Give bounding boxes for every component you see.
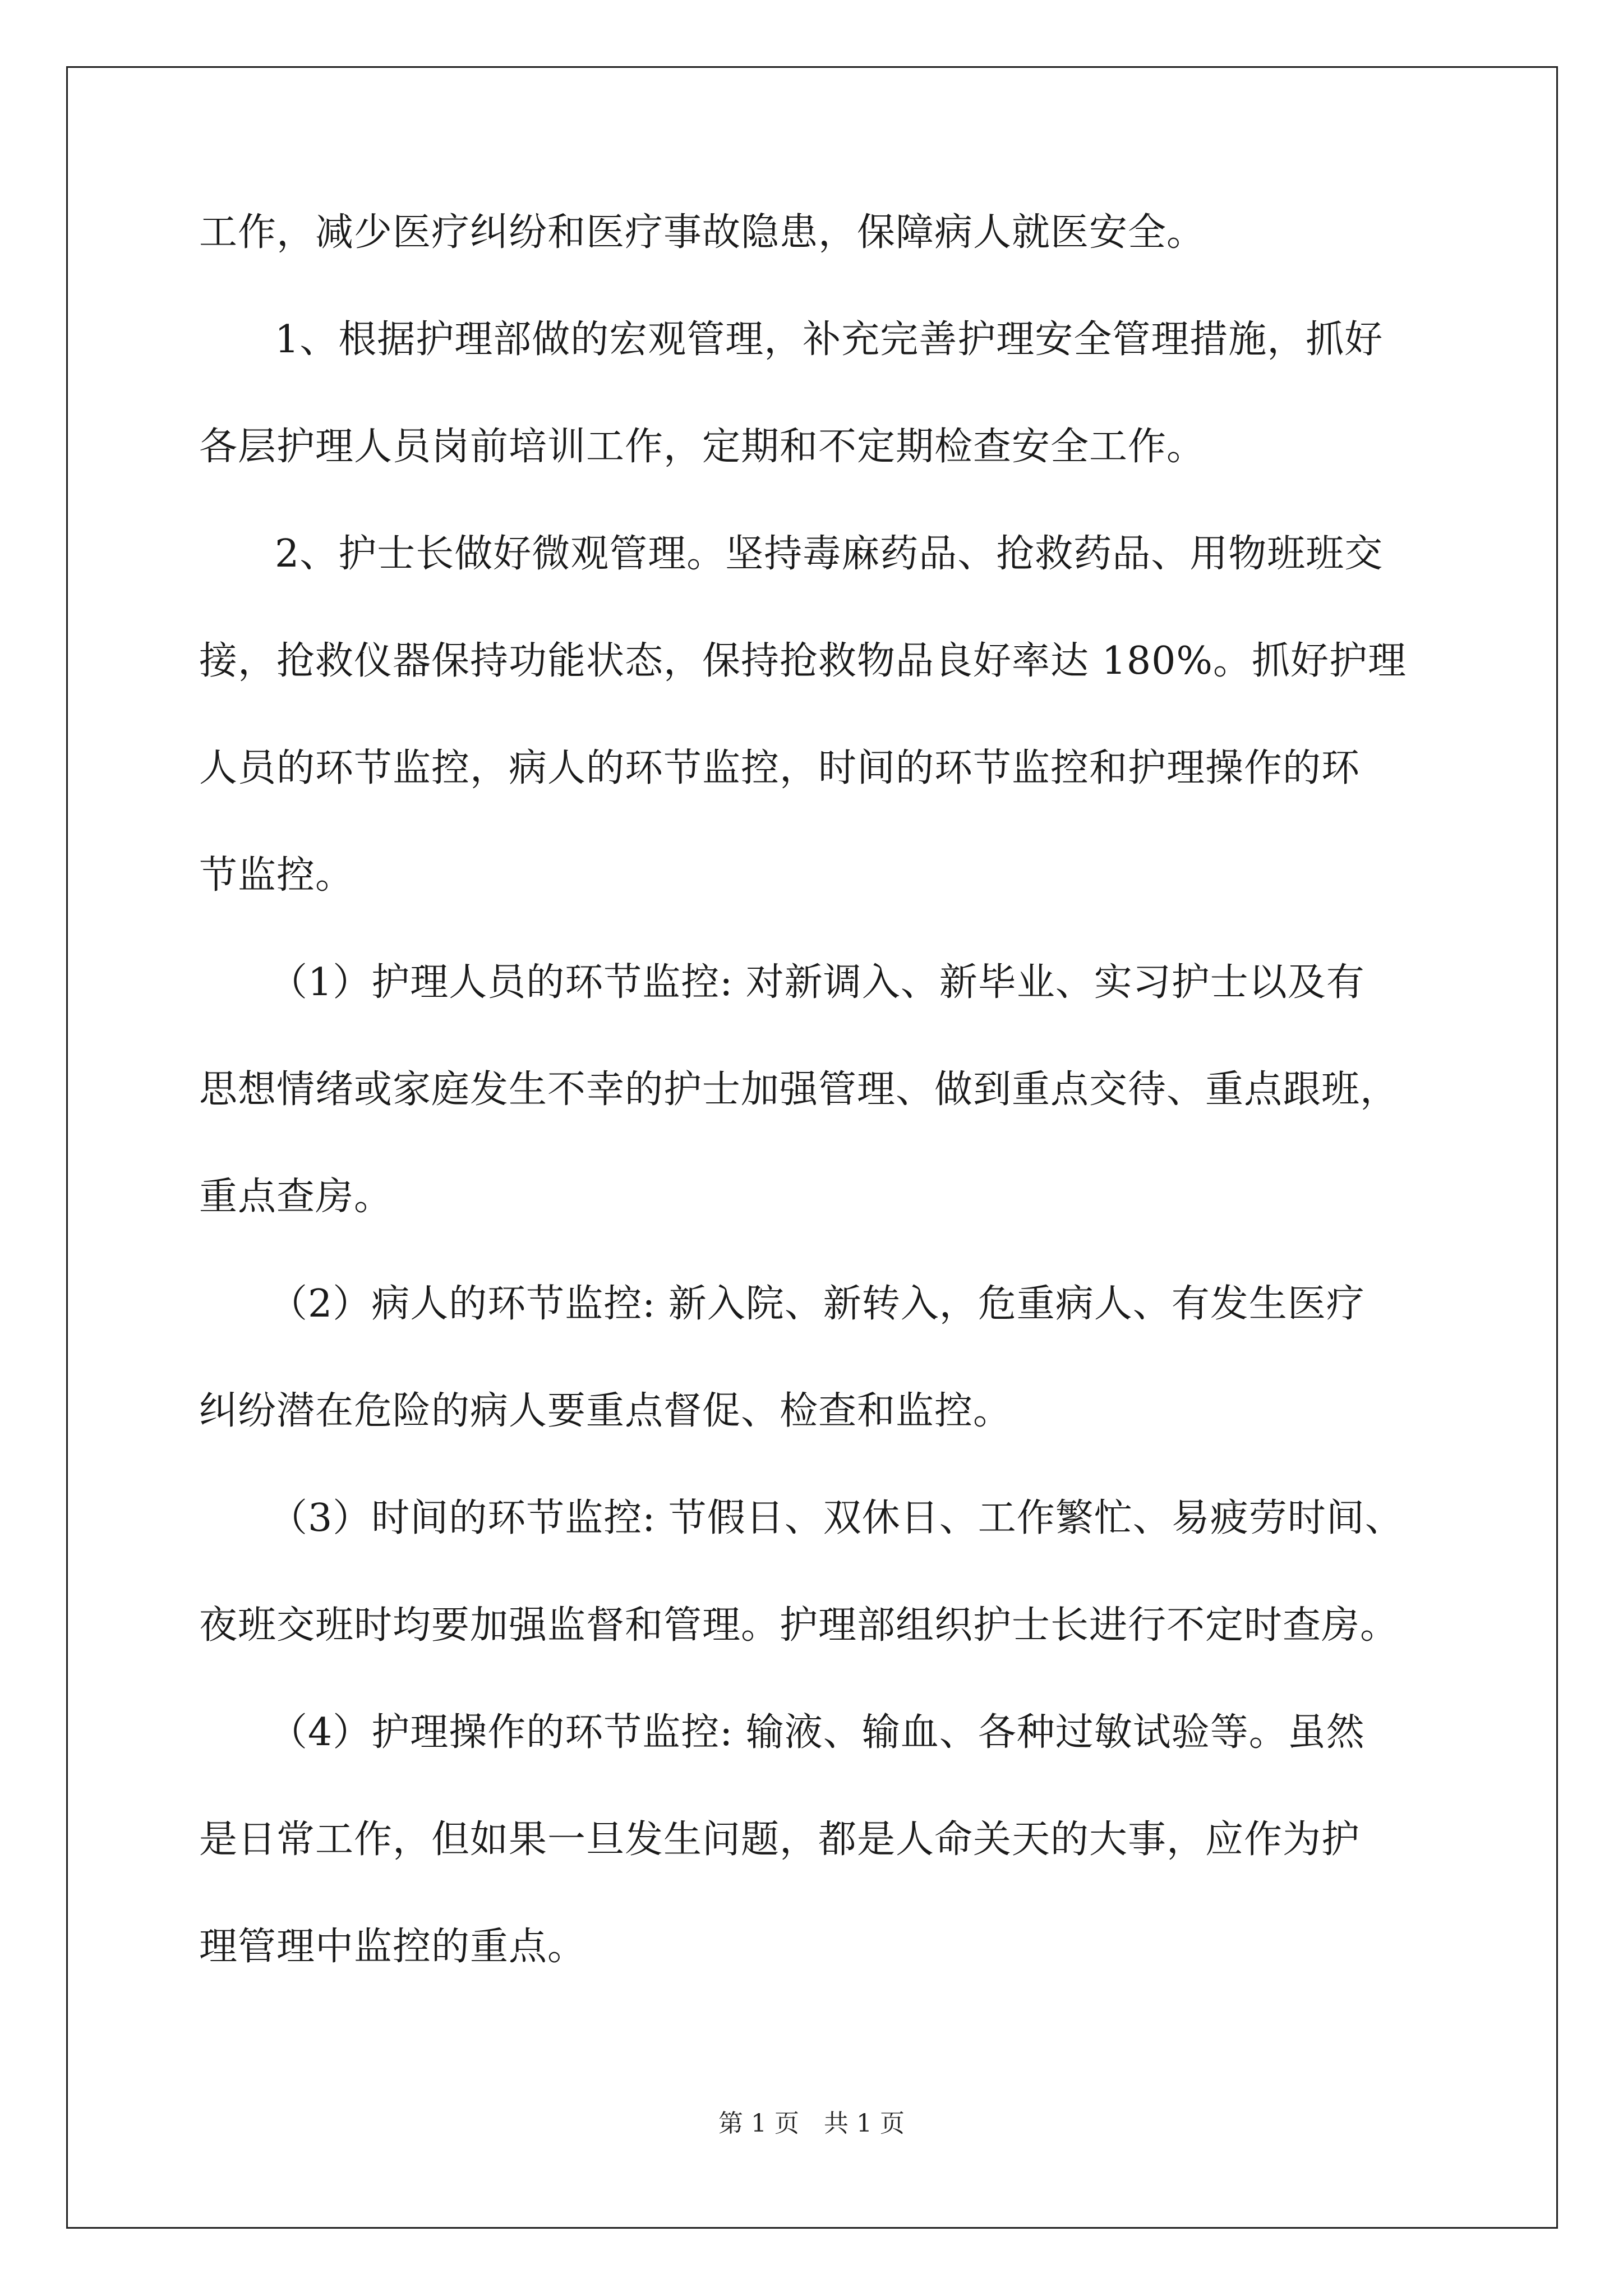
text-line: 思想情绪或家庭发生不幸的护士加强管理、做到重点交待、重点跟班，: [199, 1068, 1399, 1112]
text-line: 人员的环节监控，病人的环节监控，时间的环节监控和护理操作的环: [199, 746, 1361, 790]
text-line: 工作，减少医疗纠纷和医疗事故隐患，保障病人就医安全。: [199, 210, 1206, 255]
text-line: （3）时间的环节监控: 节假日、双休日、工作繁忙、易疲劳时间、: [269, 1496, 1404, 1540]
page-border: [66, 66, 1558, 2229]
text-line: （4）护理操作的环节监控: 输液、输血、各种过敏试验等。虽然: [269, 1710, 1365, 1755]
text-line: 夜班交班时均要加强监督和管理。护理部组织护士长进行不定时查房。: [199, 1603, 1399, 1648]
text-line: （1）护理人员的环节监控: 对新调入、新毕业、实习护士以及有: [269, 960, 1365, 1005]
text-line: 各层护理人员岗前培训工作，定期和不定期检查安全工作。: [199, 425, 1206, 469]
text-line: 接，抢救仪器保持功能状态，保持抢救物品良好率达 180%。抓好护理: [199, 639, 1407, 683]
text-line: 纠纷潜在危险的病人要重点督促、检查和监控。: [199, 1389, 1012, 1433]
text-line: 重点查房。: [199, 1175, 393, 1219]
text-line: 节监控。: [199, 853, 354, 898]
text-line: 是日常工作，但如果一旦发生问题，都是人命关天的大事，应作为护: [199, 1818, 1361, 1862]
text-line: 2、护士长做好微观管理。坚持毒麻药品、抢救药品、用物班班交: [275, 532, 1384, 576]
text-line: 理管理中监控的重点。: [199, 1925, 587, 1969]
text-line: （2）病人的环节监控: 新入院、新转入，危重病人、有发生医疗: [269, 1282, 1365, 1326]
text-line: 1、根据护理部做的宏观管理，补充完善护理安全管理措施，抓好: [275, 318, 1384, 362]
page-footer: 第 1 页 共 1 页: [718, 2109, 905, 2138]
